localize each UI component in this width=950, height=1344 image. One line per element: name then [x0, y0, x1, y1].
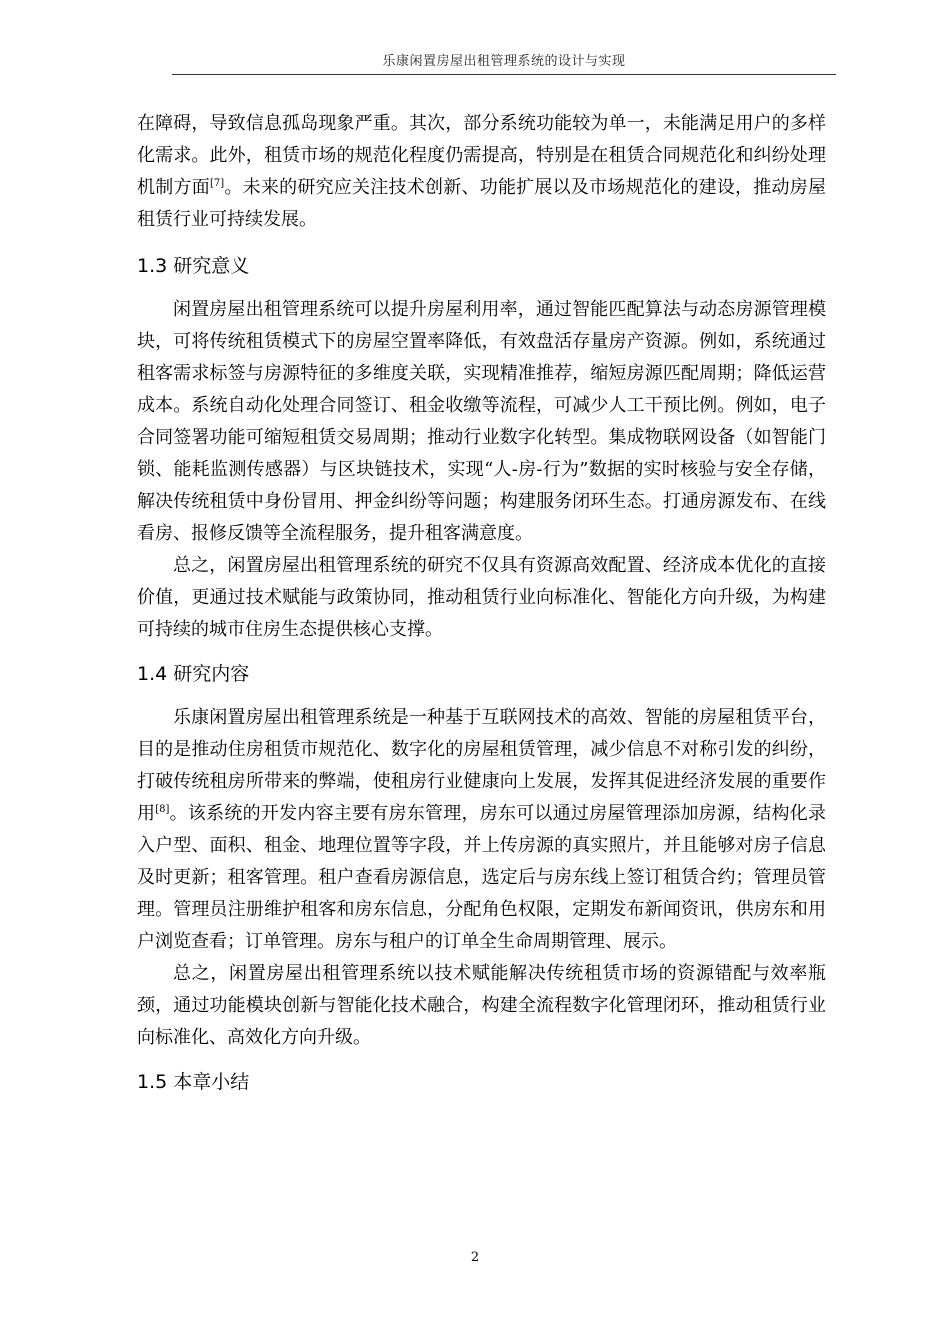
section-heading-1-5: 1.5 本章小结 [137, 1071, 250, 1093]
citation-ref: [8] [155, 804, 170, 815]
paragraph-text: 乐康闲置房屋出租管理系统是一种基于互联网技术的高效、智能的房屋租赁平台，目的是推动住房租赁市规范化、数字化的房屋租赁管理，减少信息不对称引发的纠纷，打破传统租房所带来的弊端，使租房行业健康向上发展，发挥其促进经济发展的重要作用 [137, 707, 826, 824]
section-heading-1-3: 1.3 研究意义 [137, 255, 250, 277]
running-header: 乐康闲置房屋出租管理系统的设计与实现 [382, 54, 626, 69]
citation-ref: [7] [209, 178, 225, 189]
paragraph-continued [137, 108, 826, 236]
paragraph: 闲置房屋出租管理系统可以提升房屋利用率，通过智能匹配算法与动态房源管理模块，可将传统租赁模式下的房屋空置率降低，有效盘活存量房产资源。例如，系统通过租客需求标签与房源特征的多维度关联，实现精准推荐，缩短房源匹配周期；降低运营成本。系统自动化处理合同签订、租金收缴等流程，可减少人工干预比例。例如，电子合同签署功能可缩短租赁交易周期；推动行业数字化转型。集成物联网设备（如智能门锁、能耗监测传感器）与区块链技术，实现“人-房-行为”数据的实时核验与安全存储，解决传统租赁中身份冒用、押金纠纷等问题；构建服务闭环生态。打通房源发布、在线看房、报修反馈等全流程服务，提升租客满意度。 [137, 299, 826, 544]
paragraph-text-tail: 。该系统的开发内容主要有房东管理，房东可以通过房屋管理添加房源，结构化录入户型、面积、租金、地理位置等字段，并上传房源的真实照片，并且能够对房子信息及时更新；租客管理。租户查看房源信息，选定后与房东线上签订租赁合约；管理员管理。管理员注册维护租客和房东信息，分配角色权限，定期发布新闻资讯，供房东和用户浏览查看；订单管理。房东与租户的订单全生命周期管理、展示。 [137, 803, 827, 952]
header-rule [172, 74, 836, 75]
paragraph [137, 702, 826, 958]
paragraph-text-tail: 。未来的研究应关注技术创新、功能扩展以及市场规范化的建设，推动房屋租赁行业可持续发展。 [137, 177, 827, 230]
section-heading-1-4: 1.4 研究内容 [137, 663, 250, 685]
page-number: 2 [470, 1250, 480, 1265]
body-content [137, 108, 826, 1110]
paragraph: 总之，闲置房屋出租管理系统的研究不仅具有资源高效配置、经济成本优化的直接价值，更通过技术赋能与政策协同，推动租赁行业向标准化、智能化方向升级，为构建可持续的城市住房生态提供核心支撑。 [137, 555, 826, 640]
paragraph-text: 在障碍，导致信息孤岛现象严重。其次，部分系统功能较为单一，未能满足用户的多样化需求。此外，租赁市场的规范化程度仍需提高，特别是在租赁合同规范化和纠纷处理机制方面 [137, 113, 826, 198]
paragraph: 总之，闲置房屋出租管理系统以技术赋能解决传统租赁市场的资源错配与效率瓶颈，通过功能模块创新与智能化技术融合，构建全流程数字化管理闭环，推动租赁行业向标准化、高效化方向升级。 [137, 963, 826, 1048]
